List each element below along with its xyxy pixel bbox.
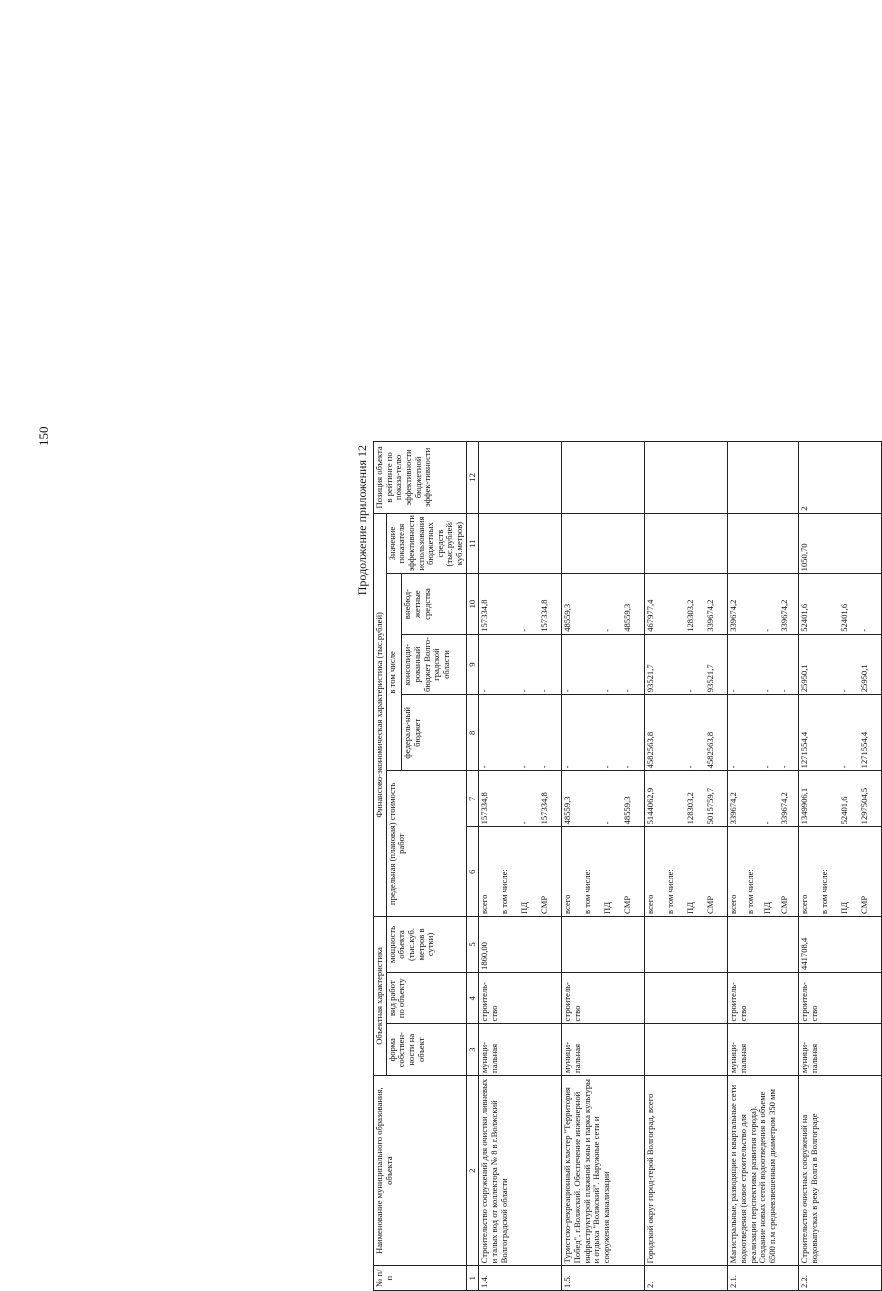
regional-cell xyxy=(562,634,645,694)
total-cost-cell xyxy=(479,771,562,827)
value xyxy=(500,576,520,631)
header-finance-group: Финансово-экономическая характеристика (тыс.рублей) xyxy=(374,513,387,916)
object-name: Городской округ город-герой Волгоград, всего xyxy=(645,1076,728,1266)
value: 93521,7 xyxy=(705,664,716,693)
value: 157334,8 xyxy=(479,792,490,825)
capacity-cell: 1860,00 xyxy=(479,916,562,972)
rotated-table-sheet xyxy=(355,441,870,1291)
value: 48559,3 xyxy=(562,603,573,632)
value: - xyxy=(622,765,633,769)
table-row xyxy=(728,442,799,1291)
cost-label: в том числе: xyxy=(745,869,756,914)
row-number: 2.2. xyxy=(799,1266,882,1291)
ownership-cell: муници-пальная xyxy=(562,1024,645,1076)
value: 52401,6 xyxy=(799,603,810,632)
value: 339674,2 xyxy=(779,599,790,632)
value: - xyxy=(685,689,696,693)
work-type-cell: строитель-ство xyxy=(562,972,645,1024)
header-object-group: Объектная характеристика xyxy=(374,916,387,1075)
value xyxy=(583,773,603,824)
work-type-cell: строитель-ство xyxy=(799,972,882,1024)
column-number: 1 xyxy=(466,1266,479,1291)
value: - xyxy=(479,765,490,769)
rank-cell: 2 xyxy=(799,442,882,514)
header-col-ownership: форма собствен-ности на объект xyxy=(386,1024,466,1076)
cost-label: СМР xyxy=(859,895,870,914)
header-col-federal: федераль-ный бюджет xyxy=(402,695,466,771)
value: - xyxy=(519,821,530,825)
value: 4582563,8 xyxy=(705,731,716,769)
row-number: 2. xyxy=(645,1266,728,1291)
value: 128303,2 xyxy=(685,599,696,632)
value xyxy=(820,697,840,768)
value: 48559,3 xyxy=(622,796,633,825)
cost-label: ПД xyxy=(602,901,613,914)
value: - xyxy=(519,628,530,632)
column-number: 9 xyxy=(466,634,479,694)
column-number-row xyxy=(466,442,479,1291)
value: 5144062,9 xyxy=(645,787,656,825)
table-row xyxy=(562,442,645,1291)
value: - xyxy=(762,821,773,825)
row-number: 2.1. xyxy=(728,1266,799,1291)
value: - xyxy=(839,689,850,693)
value: 4582563,8 xyxy=(645,731,656,769)
regional-cell xyxy=(799,634,882,694)
value xyxy=(666,773,686,824)
header-col-offbudget: внебюд-жетные средства xyxy=(402,574,466,634)
value xyxy=(820,773,840,824)
column-number: 10 xyxy=(466,574,479,634)
header-col-name: Наименование муниципального образования, объекта xyxy=(374,1076,467,1266)
value xyxy=(583,576,603,631)
cost-label: в том числе: xyxy=(582,869,593,914)
value: - xyxy=(762,689,773,693)
cost-labels-cell xyxy=(479,827,562,917)
column-number: 3 xyxy=(466,1024,479,1076)
offbudget-cell xyxy=(645,574,728,634)
value: 1271554,4 xyxy=(799,731,810,769)
capacity-cell xyxy=(728,916,799,972)
value: - xyxy=(762,628,773,632)
object-name: Магистральные, разводящие и квартальные сети водоотведения (новое строительство для реализации перспективы развития города). Создание новых сетей водоотведения в объеме 6500 п.м средневзвешенным диаметром 350 мм xyxy=(728,1076,799,1266)
header-col-work-type: вид работ по объекту xyxy=(386,972,466,1024)
rank-cell xyxy=(562,442,645,514)
cost-label: ПД xyxy=(685,901,696,914)
cost-labels-cell xyxy=(645,827,728,917)
cost-label: в том числе: xyxy=(665,869,676,914)
value xyxy=(500,697,520,768)
object-name: Строительство сооружений для очистки ливневых и талых вод от коллектора № 8 в г.Волжский Волгоградской области xyxy=(479,1076,562,1266)
value xyxy=(666,637,686,692)
value: 157334,8 xyxy=(539,599,550,632)
column-number: 11 xyxy=(466,513,479,574)
federal-cell xyxy=(645,695,728,771)
regional-cell xyxy=(479,634,562,694)
value: 48559,3 xyxy=(622,603,633,632)
value: 467977,4 xyxy=(645,599,656,632)
value xyxy=(820,637,840,692)
ownership-cell xyxy=(645,1024,728,1076)
cost-label: СМР xyxy=(539,895,550,914)
value: 339674,2 xyxy=(779,792,790,825)
value: - xyxy=(479,689,490,693)
value: - xyxy=(602,628,613,632)
value xyxy=(746,697,763,768)
cost-labels-cell xyxy=(728,827,799,917)
cost-label: ПД xyxy=(519,901,530,914)
value: - xyxy=(685,765,696,769)
value xyxy=(500,773,520,824)
value xyxy=(746,637,763,692)
federal-cell xyxy=(479,695,562,771)
total-cost-cell xyxy=(645,771,728,827)
cost-label: всего xyxy=(645,894,656,914)
column-number: 6 xyxy=(466,827,479,917)
value: - xyxy=(728,689,739,693)
value: 339674,2 xyxy=(705,599,716,632)
cost-labels-cell xyxy=(562,827,645,917)
ownership-cell: муници-пальная xyxy=(728,1024,799,1076)
cost-label: в том числе: xyxy=(499,869,510,914)
regional-cell xyxy=(728,634,799,694)
value xyxy=(500,637,520,692)
cost-label: в том числе: xyxy=(819,869,830,914)
work-type-cell: строитель-ство xyxy=(479,972,562,1024)
total-cost-cell xyxy=(799,771,882,827)
regional-cell xyxy=(645,634,728,694)
value: - xyxy=(562,765,573,769)
column-number: 8 xyxy=(466,695,479,771)
total-cost-cell xyxy=(562,771,645,827)
value: - xyxy=(839,765,850,769)
value: - xyxy=(602,765,613,769)
ownership-cell: муници-пальная xyxy=(799,1024,882,1076)
capacity-cell xyxy=(645,916,728,972)
header-col-rank: Позиция объекта в рейтинге по показа-телю эффективности бюджетной эффек-тивности xyxy=(374,442,467,514)
value: 339674,2 xyxy=(728,792,739,825)
value xyxy=(583,697,603,768)
value xyxy=(746,773,763,824)
cost-label: всего xyxy=(728,894,739,914)
row-number: 1.5. xyxy=(562,1266,645,1291)
ownership-cell: муници-пальная xyxy=(479,1024,562,1076)
header-col-capacity: мощность объекта (тыс.куб. метров в сутки) xyxy=(386,916,466,972)
value: - xyxy=(622,689,633,693)
value: 157334,8 xyxy=(539,792,550,825)
value xyxy=(666,576,686,631)
value: - xyxy=(779,689,790,693)
value: 1297504,5 xyxy=(859,787,870,825)
value xyxy=(666,697,686,768)
value xyxy=(583,637,603,692)
column-number: 2 xyxy=(466,1076,479,1266)
column-number: 12 xyxy=(466,442,479,514)
offbudget-cell xyxy=(479,574,562,634)
value: 157334,8 xyxy=(479,599,490,632)
efficiency-cell xyxy=(728,513,799,574)
value: - xyxy=(562,689,573,693)
efficiency-cell: 1050,70 xyxy=(799,513,882,574)
value: - xyxy=(602,821,613,825)
value: - xyxy=(602,689,613,693)
value: 93521,7 xyxy=(645,664,656,693)
offbudget-cell xyxy=(799,574,882,634)
value: 48559,3 xyxy=(562,796,573,825)
table-row xyxy=(479,442,562,1291)
value: 128303,2 xyxy=(685,792,696,825)
cost-label: ПД xyxy=(839,901,850,914)
cost-label: всего xyxy=(479,894,490,914)
value: - xyxy=(779,765,790,769)
rank-cell xyxy=(728,442,799,514)
rank-cell xyxy=(479,442,562,514)
capacity-cell xyxy=(562,916,645,972)
value: - xyxy=(519,689,530,693)
offbudget-cell xyxy=(562,574,645,634)
efficiency-cell xyxy=(562,513,645,574)
work-type-cell xyxy=(645,972,728,1024)
cost-label: СМР xyxy=(779,895,790,914)
object-name: Туристско-рекреационный кластер "Территория Побед", г.Волжский. Обеспечение инженерной инфраструктурой пляжной зоны и парка культуры и отдыха "Волжский". Наружные сети и сооружения канализации xyxy=(562,1076,645,1266)
value: 339674,2 xyxy=(728,599,739,632)
value: - xyxy=(859,628,870,632)
value: 25950,1 xyxy=(799,664,810,693)
value: 5015759,7 xyxy=(705,787,716,825)
object-name: Строительство очистных сооружений на водовыпусках в реку Волга в Волгограде xyxy=(799,1076,882,1266)
offbudget-cell xyxy=(728,574,799,634)
efficiency-cell xyxy=(479,513,562,574)
value xyxy=(746,576,763,631)
capacity-cell: 441708,4 xyxy=(799,916,882,972)
value: - xyxy=(539,765,550,769)
value: - xyxy=(762,765,773,769)
cost-label: СМР xyxy=(705,895,716,914)
table-row xyxy=(799,442,882,1291)
header-in-that-number: в том числе xyxy=(386,574,402,771)
value: 1271554,4 xyxy=(859,731,870,769)
page-number: 150 xyxy=(36,426,51,446)
cost-label: СМР xyxy=(622,895,633,914)
work-type-cell: строитель-ство xyxy=(728,972,799,1024)
efficiency-cell xyxy=(645,513,728,574)
total-cost-cell xyxy=(728,771,799,827)
investment-table xyxy=(373,441,882,1291)
rank-cell xyxy=(645,442,728,514)
column-number: 4 xyxy=(466,972,479,1024)
value: 1349906,1 xyxy=(799,787,810,825)
column-number: 7 xyxy=(466,771,479,827)
federal-cell xyxy=(728,695,799,771)
federal-cell xyxy=(799,695,882,771)
row-number: 1.4. xyxy=(479,1266,562,1291)
continuation-caption: Продолжение приложения 12 xyxy=(355,445,369,596)
cost-labels-cell xyxy=(799,827,882,917)
value: - xyxy=(539,689,550,693)
header-col-cost: предельная (плановая) стоимость работ xyxy=(386,771,466,917)
value: - xyxy=(728,765,739,769)
cost-label: всего xyxy=(562,894,573,914)
federal-cell xyxy=(562,695,645,771)
table-row xyxy=(645,442,728,1291)
header-col-efficiency: Значение показателя эффективности использования бюджетных средств (тыс.рублей/ куб.метров) xyxy=(386,513,466,574)
header-col-number: № п/п xyxy=(374,1266,467,1291)
value: 25950,1 xyxy=(859,664,870,693)
cost-label: всего xyxy=(799,894,810,914)
header-col-regional: консолиди-рованный бюджет Волго-градской области xyxy=(402,634,466,694)
value: - xyxy=(519,765,530,769)
value: 52401,6 xyxy=(839,603,850,632)
column-number: 5 xyxy=(466,916,479,972)
value xyxy=(820,576,840,631)
cost-label: ПД xyxy=(762,901,773,914)
value: 52401,6 xyxy=(839,796,850,825)
